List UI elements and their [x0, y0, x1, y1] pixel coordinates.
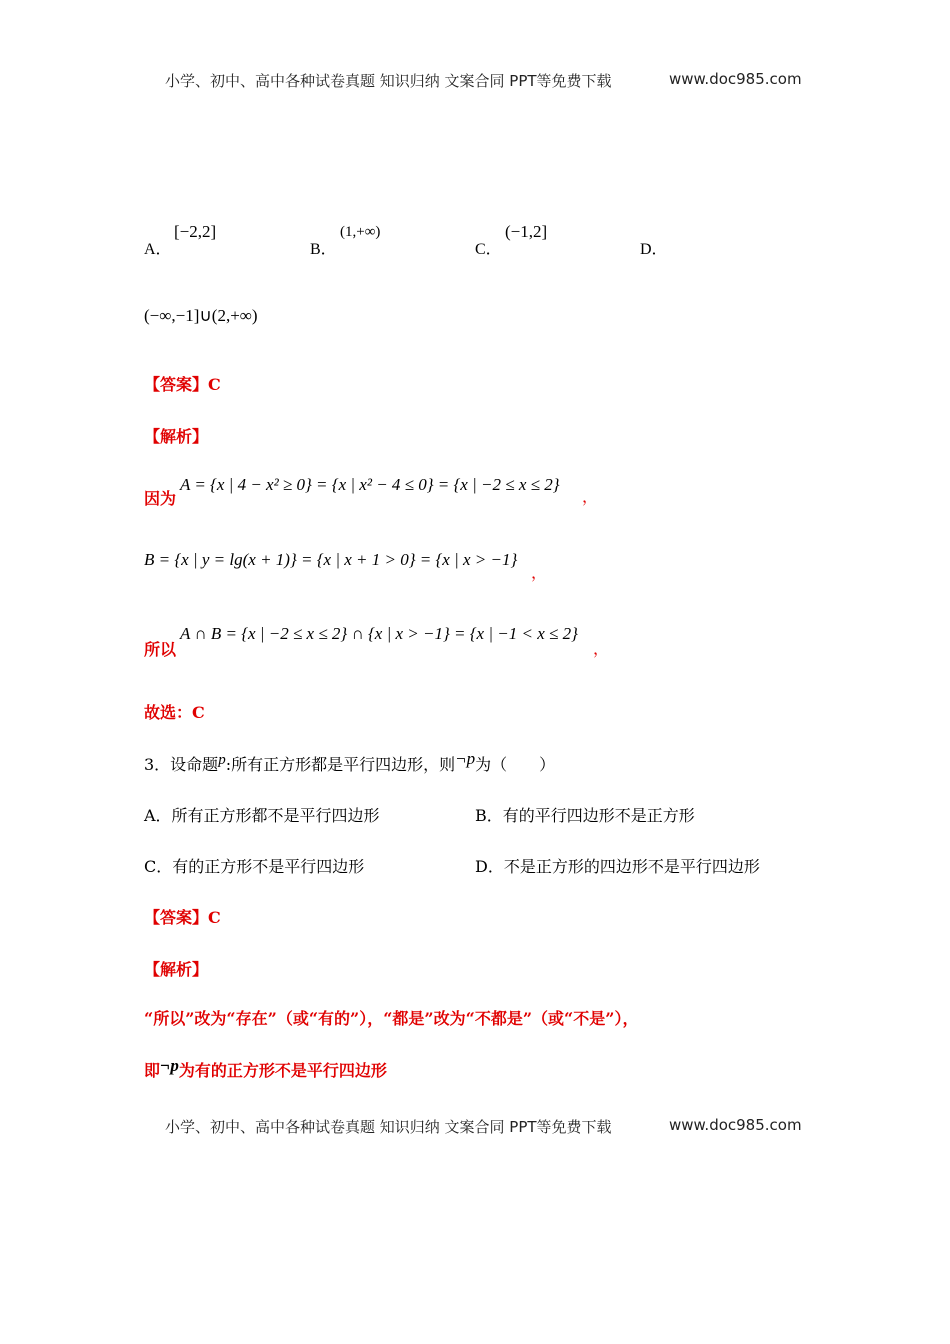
q2-line1-suffix: ，: [582, 487, 599, 506]
footer-text: 小学、初中、高中各种试卷真题 知识归纳 文案合同 PPT等免费下载: [165, 1118, 612, 1136]
q3-stem-p: p: [218, 752, 226, 768]
q2-line1-math: A = {x | 4 − x² ≥ 0} = {x | x² − 4 ≤ 0} = {x | −2 ≤ x ≤ 2}: [180, 475, 560, 494]
q2-option-a-label: A．: [144, 241, 172, 258]
q3-option-b: B．有的平行四边形不是正方形: [475, 806, 695, 825]
q3-analysis-heading: 【解析】: [144, 960, 209, 979]
footer-url: www.doc985.com: [669, 1116, 802, 1134]
header-url: www.doc985.com: [669, 70, 802, 88]
q3-stem-c: 为（ ）: [475, 755, 556, 774]
q2-analysis-heading: 【解析】: [144, 427, 209, 446]
q2-option-b-label: B．: [310, 241, 337, 258]
q2-line2-suffix: ，: [531, 563, 548, 582]
q3-answer: 【答案】C: [144, 908, 221, 927]
q2-option-d-math: (−∞,−1]∪(2,+∞): [144, 306, 258, 325]
q3-exp2-notp: ¬p: [160, 1056, 179, 1075]
q3-exp2-b: 为有的正方形不是平行四边形: [178, 1061, 387, 1080]
q2-line3-prefix: 所以: [144, 640, 177, 659]
q2-answer: 【答案】C: [144, 375, 221, 394]
q2-line2-math: B = {x | y = lg(x + 1)} = {x | x + 1 > 0} = {x | x > −1}: [144, 550, 518, 569]
q2-option-b-math: (1,+∞): [340, 224, 381, 240]
q3-stem: [144, 749, 556, 775]
q2-option-a-math: [−2,2]: [174, 222, 217, 241]
q2-line3-math: A ∩ B = {x | −2 ≤ x ≤ 2} ∩ {x | x > −1} = {x | −1 < x ≤ 2}: [180, 624, 578, 643]
q2-option-c-label: C．: [475, 241, 502, 258]
q3-option-d: D．不是正方形的四边形不是平行四边形: [475, 857, 760, 876]
q3-stem-notp: ¬p: [455, 749, 476, 768]
q3-explanation-1: “所以”改为“存在”（或“有的”），“都是”改为“不都是”（或“不是”），: [144, 1009, 639, 1028]
q3-stem-a: 3．设命题: [144, 755, 219, 774]
header-text: 小学、初中、高中各种试卷真题 知识归纳 文案合同 PPT等免费下载: [165, 72, 612, 90]
q2-option-c-math: (−1,2]: [505, 222, 548, 241]
q3-stem-b: :所有正方形都是平行四边形，则: [225, 755, 456, 774]
q2-line1-prefix: 因为: [144, 489, 177, 508]
q3-option-a: A．所有正方形都不是平行四边形: [144, 806, 380, 825]
q3-exp2-a: 即: [144, 1061, 161, 1080]
q3-explanation-2: [144, 1058, 387, 1081]
q2-conclusion: 故选：C: [144, 703, 205, 722]
q2-line3-suffix: ，: [593, 639, 610, 658]
q3-option-c: C．有的正方形不是平行四边形: [144, 857, 365, 876]
q2-option-d-label: D．: [640, 241, 668, 258]
